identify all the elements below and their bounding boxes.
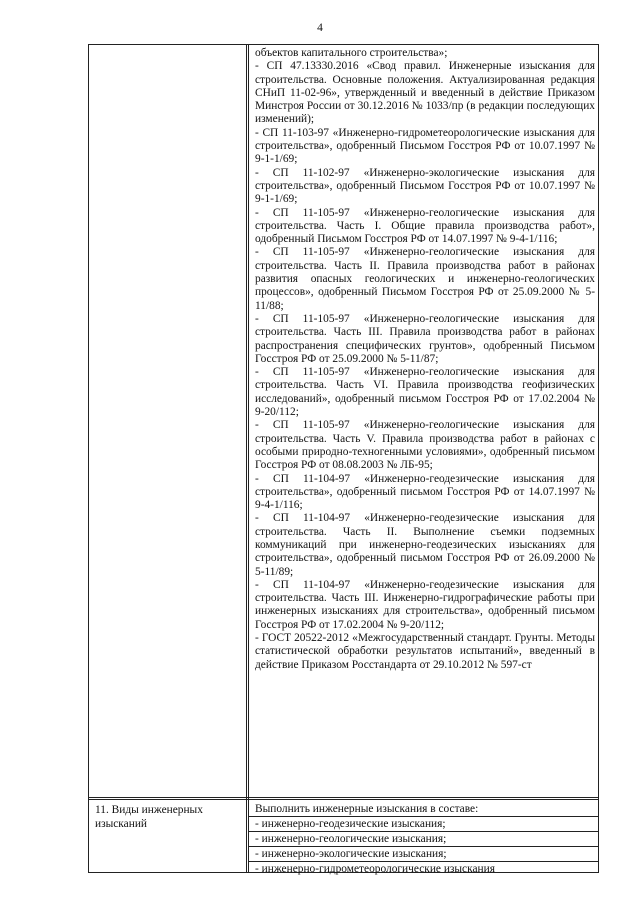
standards-paragraph: - СП 11-104-97 «Инженерно-геодезические изыскания для строительства. Часть III. Инженерно-гидрографические работы при инженерных изысканиях для строительства», одобренный письмом Госстроя РФ от 17.02.2004 № 9-20/112; xyxy=(255,578,595,631)
standards-paragraph: - ГОСТ 20522-2012 «Межгосударственный стандарт. Грунты. Методы статистической обработки результатов испытаний», введенный в действие Приказом Росстандарта от 29.10.2012 № 597-ст xyxy=(255,632,595,671)
standards-paragraph: - СП 11-103-97 «Инженерно-гидрометеорологические изыскания для строительства», одобренный Письмом Госстроя РФ от 10.07.1997 № 9-1-1/69; xyxy=(255,126,595,166)
standards-paragraph: - СП 11-102-97 «Инженерно-экологические изыскания для строительства», одобренный Письмом Госстроя РФ от 10.07.1997 № 9-1-1/69; xyxy=(255,166,595,206)
survey-types-intro: Выполнить инженерные изыскания в составе: xyxy=(249,802,598,817)
standards-paragraph: - СП 11-105-97 «Инженерно-геологические изыскания для строительства. Часть VI. Правила производства геофизических исследований», одобренный письмом Госстроя РФ от 17.02.2004 № 9-20/112; xyxy=(255,366,595,419)
standards-paragraph: - СП 11-105-97 «Инженерно-геологические изыскания для строительства. Часть III. Правила производства работ в районах распространения специфических грунтов», одобренный Письмом Госстроя РФ от 25.09.2000 № 5-11/87; xyxy=(255,312,595,365)
survey-type-item: - инженерно-геодезические изыскания; xyxy=(249,817,598,832)
row-divider xyxy=(89,797,598,800)
standards-paragraph: - СП 11-104-97 «Инженерно-геодезические изыскания для строительства. Часть II. Выполнение съемки подземных коммуникаций при инженерно-геодезических изысканиях для строительства», одобренный письмом Госстроя РФ от 26.09.2000 № 5-11/89; xyxy=(255,512,595,578)
standards-paragraph: - СП 11-105-97 «Инженерно-геологические изыскания для строительства. Часть V. Правила производства работ в районах с особыми природно-техногенными условиями», одобренный письмом Госстроя РФ от 08.08.2003 № ЛБ-95; xyxy=(255,419,595,472)
standards-paragraph: - СП 11-105-97 «Инженерно-геологические изыскания для строительства. Часть I. Общие правила производства работ», одобренный Письмом Госстроя РФ от 14.07.1997 № 9-4-1/116; xyxy=(255,206,595,246)
standards-list xyxy=(255,47,595,672)
column-divider xyxy=(246,45,249,872)
standards-paragraph: - СП 11-104-97 «Инженерно-геодезические изыскания для строительства», одобренный письмом Госстроя РФ от 14.07.1997 № 9-4-1/116; xyxy=(255,472,595,512)
standards-paragraph: - СП 11-105-97 «Инженерно-геологические изыскания для строительства. Часть II. Правила производства работ в районах развития опасных геологических и инженерно-геологических процессов», одобренный Письмом Госстроя РФ от 25.09.2000 № 5-11/88; xyxy=(255,246,595,312)
standards-paragraph: - СП 47.13330.2016 «Свод правил. Инженерные изыскания для строительства. Основные положения. Актуализированная редакция СНиП 11-02-96», утвержденный и введенный в действие Приказом Минстроя России от 30.12.2016 № 1033/пр (в редакции последующих изменений); xyxy=(255,60,595,126)
survey-type-item: - инженерно-геологические изыскания; xyxy=(249,832,598,847)
survey-type-item: - инженерно-гидрометеорологические изыскания xyxy=(255,863,495,875)
survey-type-item: - инженерно-экологические изыскания; xyxy=(249,847,598,862)
survey-types-list xyxy=(255,802,595,876)
page-number: 4 xyxy=(317,22,323,34)
standards-paragraph: объектов капитального строительства»; xyxy=(255,47,448,59)
survey-types-label: 11. Виды инженерных изысканий xyxy=(95,804,203,830)
requirements-table xyxy=(88,44,599,873)
